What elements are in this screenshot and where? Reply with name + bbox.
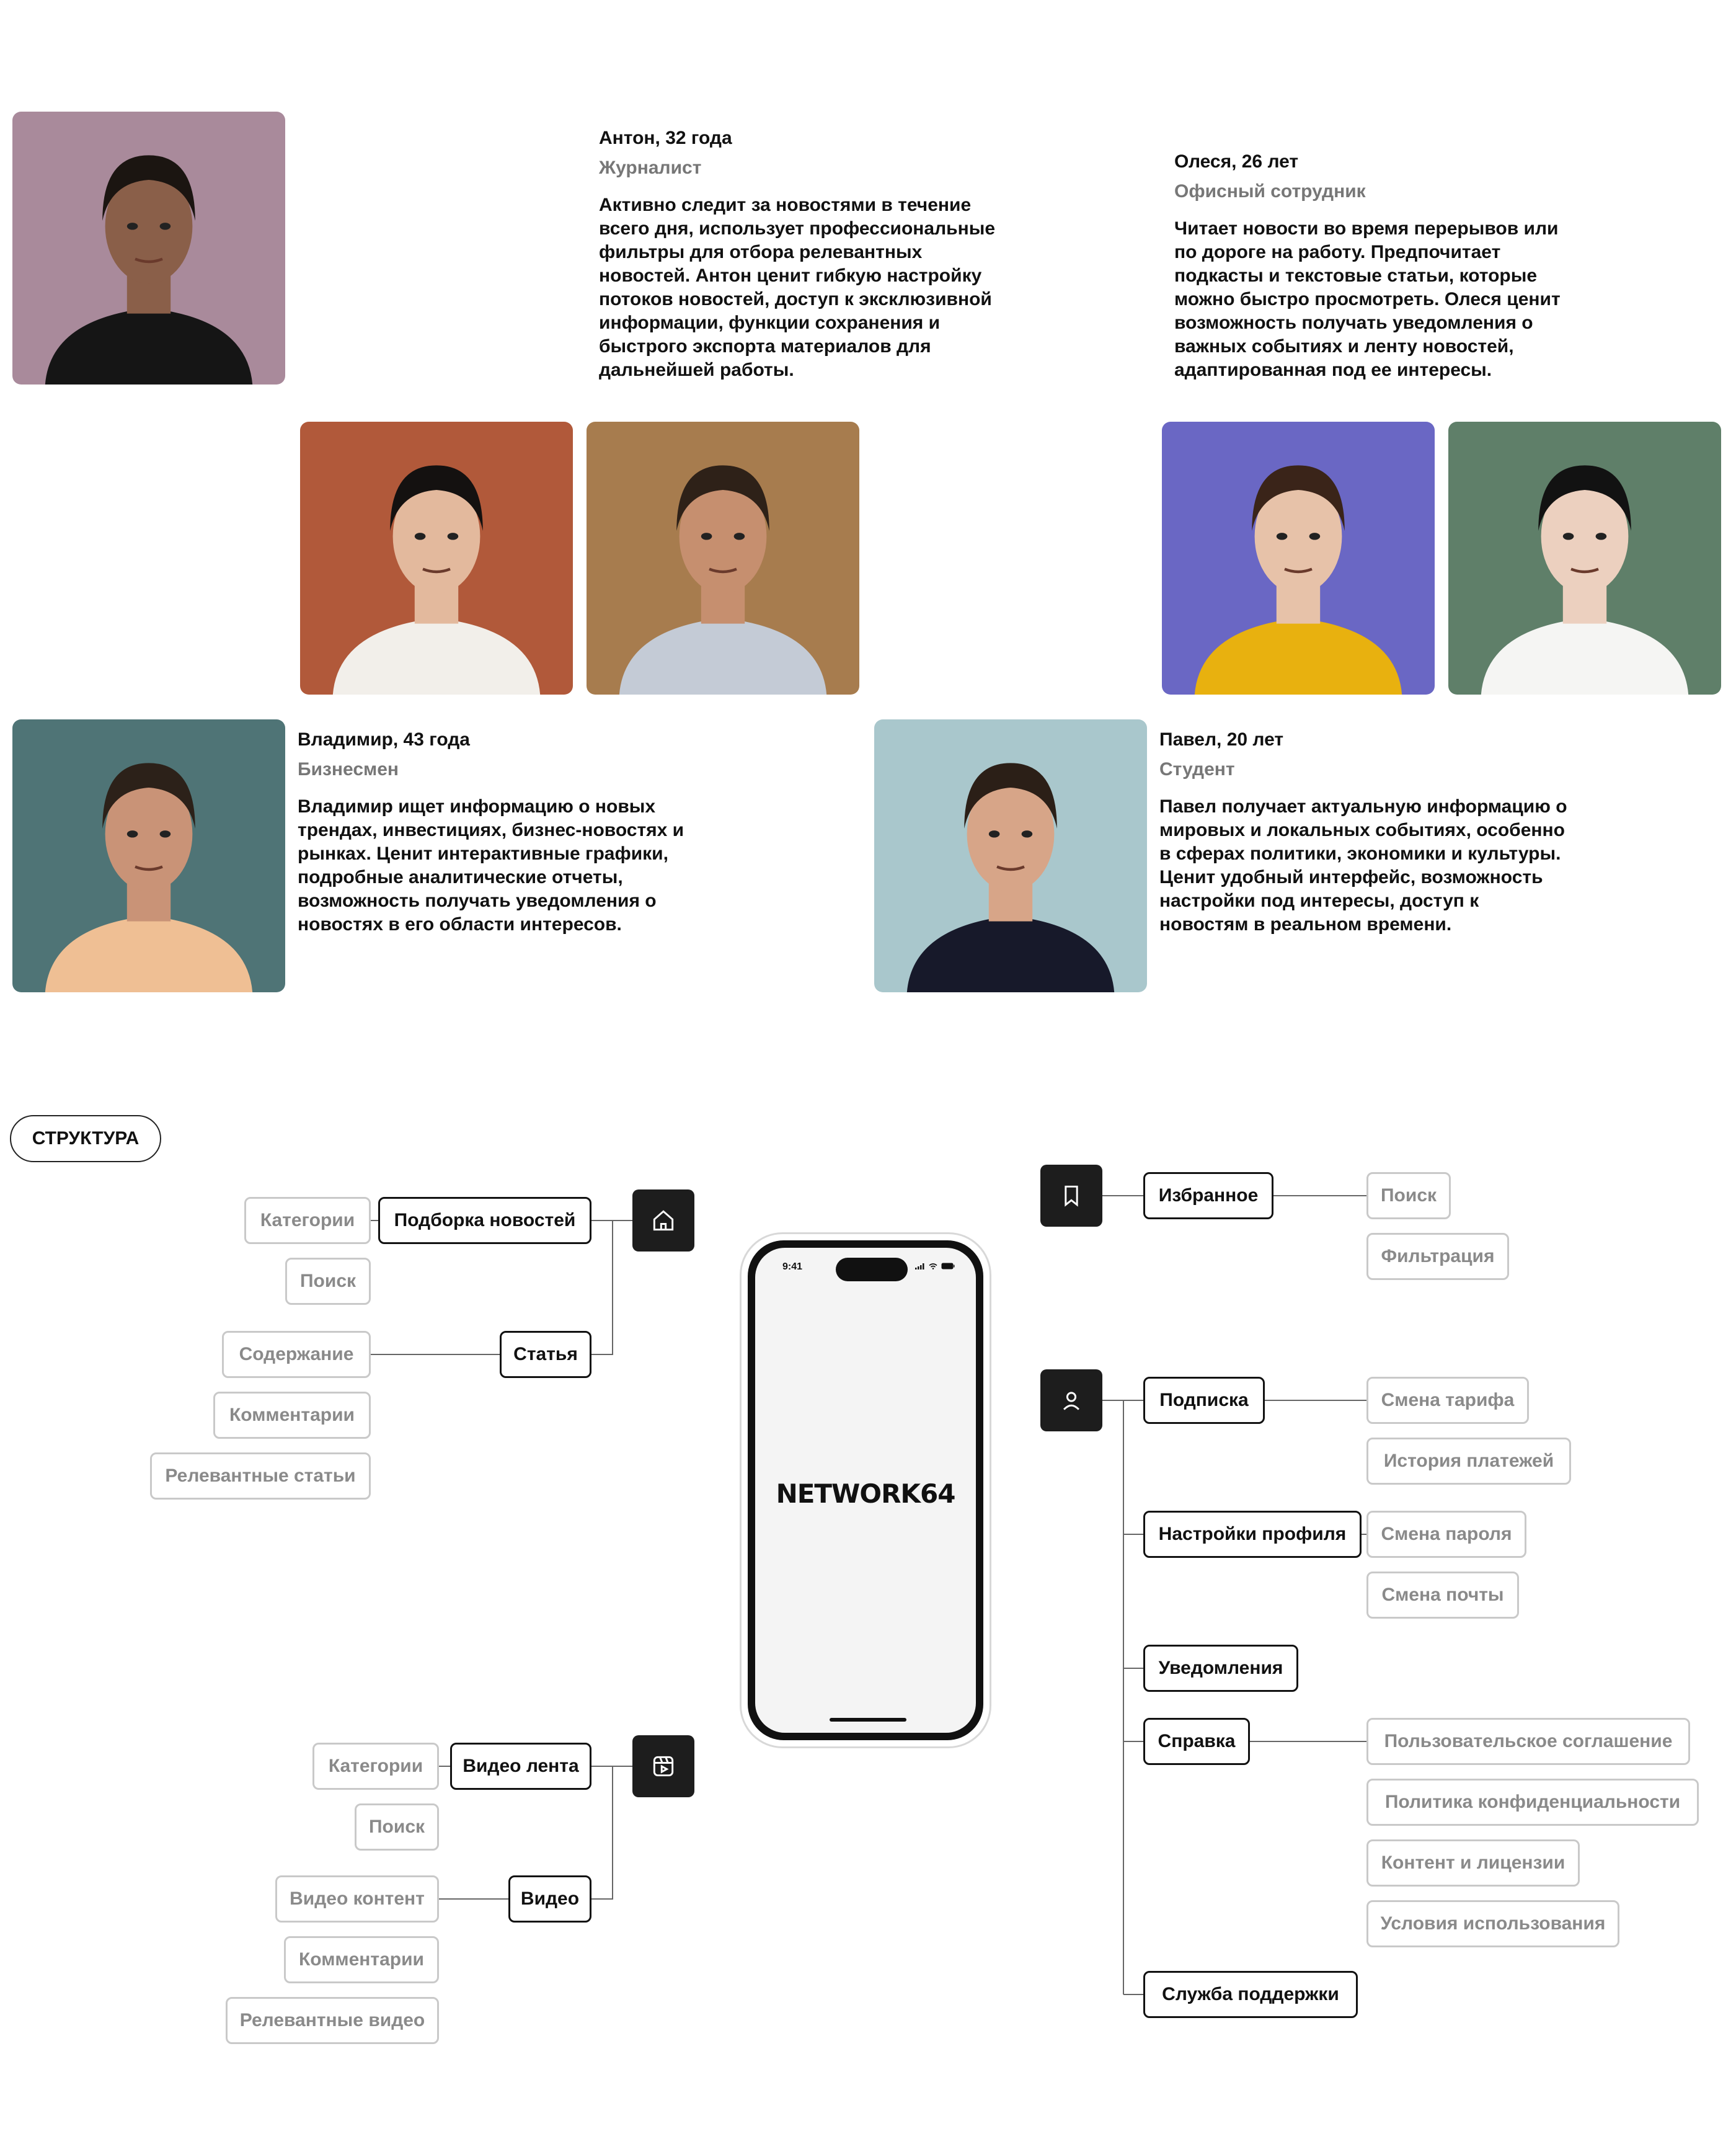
- node-categories[interactable]: Категории: [244, 1197, 371, 1244]
- home-indicator: [830, 1718, 906, 1722]
- portrait-olesya: [1162, 422, 1435, 695]
- node-change-password[interactable]: Смена пароля: [1366, 1511, 1526, 1558]
- node-video-feed[interactable]: Видео лента: [450, 1743, 591, 1790]
- persona-description: Владимир ищет информацию о новых трендах, инвестициях, бизнес-новостях и рынках. Ценит интерактивные графики, подробные аналитические отчеты, возможность получать уведомления о новостях в его области интересов.: [298, 796, 684, 935]
- node-user-agreement[interactable]: Пользовательское соглашение: [1366, 1718, 1690, 1765]
- persona-vladimir: [298, 729, 694, 936]
- battery-icon: [941, 1263, 955, 1269]
- persona-role: Студент: [1159, 759, 1235, 780]
- persona-role: Офисный сотрудник: [1174, 181, 1366, 202]
- persona-name: Антон, 32 года: [599, 128, 732, 148]
- persona-description: Читает новости во время перерывов или по дороге на работу. Предпочитает подкасты и текстовые статьи, которые можно быстро просмотреть. Олеся ценит возможность получать уведомления о важных событиях и ленту новостей, адаптированная под ее интересы.: [1174, 218, 1561, 380]
- portrait-pavel: [874, 719, 1147, 992]
- persona-anton: [599, 128, 1008, 382]
- user-icon[interactable]: [1040, 1369, 1102, 1431]
- persona-description: Павел получает актуальную информацию о мировых и локальных событиях, особенно в сферах политики, экономики и культуры. Ценит удобный интерфейс, возможность настройки под интересы, доступ к новостям в реальном времени.: [1159, 796, 1567, 935]
- phone-screen: [755, 1248, 976, 1733]
- dynamic-island: [836, 1258, 908, 1281]
- node-fav-filter[interactable]: Фильтрация: [1366, 1233, 1509, 1280]
- node-content-licenses[interactable]: Контент и лицензии: [1366, 1839, 1580, 1887]
- node-content[interactable]: Содержание: [222, 1331, 371, 1378]
- status-icons: [915, 1263, 955, 1269]
- portrait-woman-orange: [300, 422, 573, 695]
- node-notifications[interactable]: Уведомления: [1143, 1645, 1298, 1692]
- node-video[interactable]: Видео: [508, 1875, 591, 1923]
- node-help[interactable]: Справка: [1143, 1718, 1250, 1765]
- persona-olesya: [1174, 151, 1583, 382]
- node-subscription[interactable]: Подписка: [1143, 1377, 1265, 1424]
- node-video-categories[interactable]: Категории: [312, 1743, 439, 1790]
- node-search[interactable]: Поиск: [285, 1258, 371, 1305]
- node-article[interactable]: Статья: [500, 1331, 591, 1378]
- node-comments[interactable]: Комментарии: [213, 1392, 371, 1439]
- section-label-structure: СТРУКТУРА: [10, 1115, 161, 1162]
- node-related-videos[interactable]: Релевантные видео: [226, 1997, 439, 2044]
- bookmark-icon[interactable]: [1040, 1165, 1102, 1227]
- node-video-content[interactable]: Видео контент: [275, 1875, 439, 1923]
- node-privacy-policy[interactable]: Политика конфиденциальности: [1366, 1779, 1699, 1826]
- persona-pavel: [1159, 729, 1569, 936]
- status-time: 9:41: [782, 1261, 803, 1272]
- node-related-articles[interactable]: Релевантные статьи: [150, 1452, 371, 1500]
- persona-name: Олеся, 26 лет: [1174, 151, 1299, 172]
- node-change-plan[interactable]: Смена тарифа: [1366, 1377, 1529, 1424]
- app-logo: NETWORK64: [776, 1478, 955, 1509]
- node-video-search[interactable]: Поиск: [355, 1803, 439, 1851]
- persona-name: Владимир, 43 года: [298, 729, 470, 750]
- node-support[interactable]: Служба поддержки: [1143, 1971, 1358, 2018]
- signal-icon: [915, 1263, 925, 1269]
- persona-description: Активно следит за новостями в течение всего дня, использует профессиональные фильтры для отбора релевантных новостей. Антон ценит гибкую настройку потоков новостей, доступ к эксклюзивной информации, функции сохранения и быстрого экспорта материалов для дальнейшей работы.: [599, 195, 996, 380]
- home-icon[interactable]: [632, 1189, 694, 1252]
- portrait-anton: [12, 112, 285, 385]
- wifi-icon: [929, 1263, 937, 1269]
- node-profile-settings[interactable]: Настройки профиля: [1143, 1511, 1362, 1558]
- persona-role: Журналист: [599, 158, 702, 178]
- node-terms-of-use[interactable]: Условия использования: [1366, 1900, 1619, 1947]
- video-icon[interactable]: [632, 1735, 694, 1797]
- portrait-woman-green: [1448, 422, 1721, 695]
- node-video-comments[interactable]: Комментарии: [284, 1936, 439, 1983]
- node-favorites[interactable]: Избранное: [1143, 1172, 1273, 1219]
- portrait-vladimir: [12, 719, 285, 992]
- persona-role: Бизнесмен: [298, 759, 399, 780]
- node-news-feed[interactable]: Подборка новостей: [378, 1197, 591, 1244]
- node-change-email[interactable]: Смена почты: [1366, 1572, 1519, 1619]
- portrait-man-beard: [587, 422, 859, 695]
- phone-mockup: [742, 1234, 990, 1746]
- node-payment-history[interactable]: История платежей: [1366, 1438, 1571, 1485]
- node-fav-search[interactable]: Поиск: [1366, 1172, 1451, 1219]
- persona-name: Павел, 20 лет: [1159, 729, 1284, 750]
